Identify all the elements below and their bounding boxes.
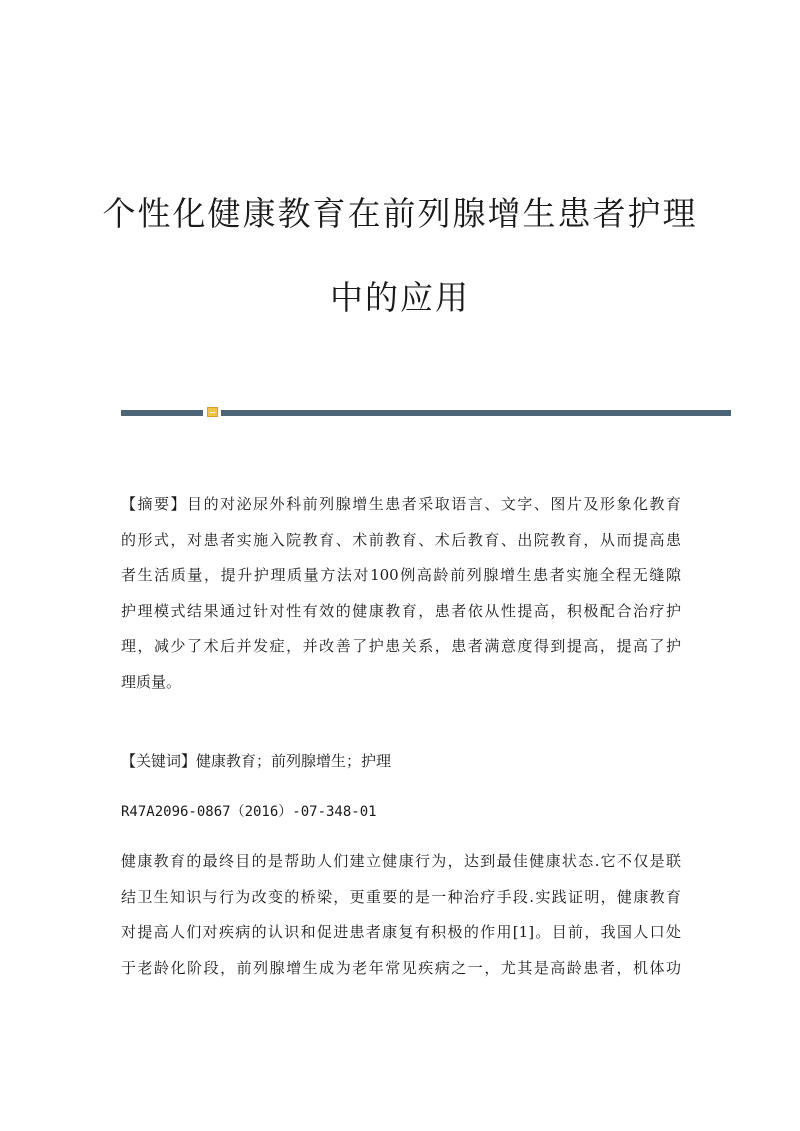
body-line: 结卫生知识与行为改变的桥梁，更重要的是一种治疗手段.实践证明，健康教育	[121, 887, 681, 906]
body-line: 于老龄化阶段，前列腺增生成为老年常见疾病之一，尤其是高龄患者，机体功	[121, 958, 681, 977]
classification-code: R47A2096-0867（2016）-07-348-01	[121, 804, 377, 820]
abstract-line: 护理模式结果通过针对性有效的健康教育，患者依从性提高，积极配合治疗护	[121, 601, 681, 620]
keywords-line: 【关键词】健康教育；前列腺增生；护理	[121, 752, 392, 770]
abstract-line: 的形式，对患者实施入院教育、术前教育、术后教育、出院教育，从而提高患	[121, 530, 681, 549]
body-line: 对提高人们对疾病的认识和促进患者康复有积极的作用[1]。目前，我国人口处	[121, 923, 681, 942]
abstract-line: 理质量。	[121, 672, 182, 691]
abstract-line: 者生活质量，提升护理质量方法对100例高龄前列腺增生患者实施全程无缝隙	[121, 566, 681, 585]
abstract-line: 【摘要】目的对泌尿外科前列腺增生患者采取语言、文字、图片及形象化教育	[121, 495, 681, 513]
abstract-paragraph	[121, 487, 681, 701]
body-line: 健康教育的最终目的是帮助人们建立健康行为，达到最佳健康状态.它不仅是联	[121, 852, 681, 870]
abstract-line: 理，减少了术后并发症，并改善了护患关系，患者满意度得到提高，提高了护	[121, 637, 681, 656]
divider-right-segment	[221, 410, 731, 416]
divider-left-segment	[121, 410, 203, 416]
title-line-2: 中的应用	[330, 278, 470, 317]
title-line-1: 个性化健康教育在前列腺增生患者护理	[102, 194, 698, 233]
title-divider	[121, 409, 731, 417]
body-paragraph	[121, 844, 681, 986]
pencil-icon	[207, 407, 218, 417]
